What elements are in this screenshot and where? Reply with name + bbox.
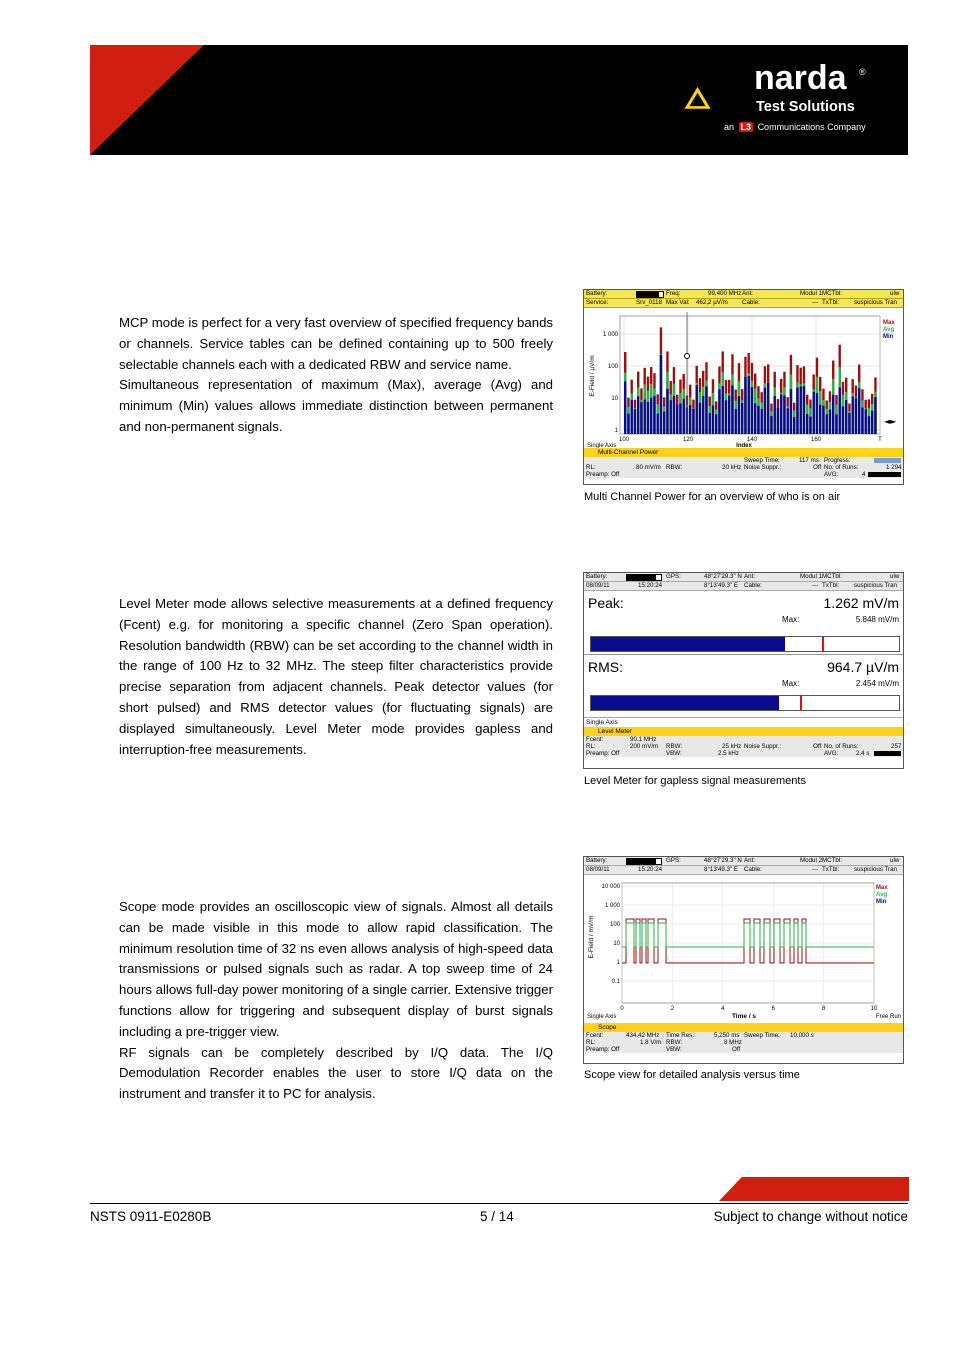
y-tick-label: 10 000 (601, 884, 620, 890)
channel-bar-min (787, 408, 789, 434)
bottom-row-1 (584, 736, 903, 743)
x-axis-label: Time / s (731, 1013, 757, 1020)
gps-label: GPS: (666, 573, 681, 580)
bottom-row-2 (584, 743, 903, 750)
channel-bar-min (631, 400, 633, 434)
x-tick-label: 100 (618, 437, 630, 443)
legend-avg: Avg (883, 327, 895, 333)
footer-divider (90, 1203, 908, 1204)
channel-bar-min (803, 386, 805, 434)
runs-value: 1 294 (886, 464, 902, 471)
mctbl-value: ulw (890, 573, 900, 580)
channel-bar-min (660, 355, 662, 434)
y-tick-label: 1 000 (604, 903, 620, 909)
channel-bar-min (689, 405, 691, 434)
avg-label: AVG: (824, 750, 839, 757)
axis-mode: Single Axis (587, 443, 617, 448)
level-meter-caption: Level Meter for gapless signal measurements (584, 775, 806, 787)
rbw-label: RBW: (666, 464, 683, 471)
channel-bar-min (663, 412, 665, 434)
fcent-value: 90.1 MHz (630, 736, 657, 743)
x-tick-label: 2 (670, 1006, 675, 1012)
mode-bar: Multi-Channel Power (584, 448, 903, 457)
bottom-row-1 (584, 457, 903, 464)
rms-value: 964.7 µV/m (827, 659, 899, 675)
channel-bar-min (725, 400, 727, 434)
y-tick-label: 1 (614, 428, 618, 434)
channel-bar-min (774, 396, 776, 434)
channel-bar-min (751, 387, 753, 434)
banner-red-wedge (90, 45, 204, 155)
y-tick-label: 1 (616, 960, 620, 966)
y-tick-label: 1 000 (602, 332, 618, 338)
peak-max-marker (822, 637, 824, 651)
sweep-value: 10.000 s (790, 1032, 814, 1039)
timeres-label: Time Res.: (666, 1032, 696, 1039)
rbw-value: 25 kHz (722, 743, 742, 750)
axis-mode: Single Axis (587, 1014, 617, 1020)
modul-label: Modul 1 (800, 290, 823, 297)
y-tick-label: 10 (613, 941, 620, 947)
channel-bar-min (738, 396, 740, 434)
x-tick-label: 4 (721, 1006, 725, 1012)
rl-value: 200 mV/m (630, 743, 659, 750)
rbw-value: 8 MHz (724, 1039, 742, 1046)
scope-caption: Scope view for detailed analysis versus time (584, 1069, 800, 1081)
time: 15:20:24 (638, 866, 663, 873)
preamp-label: Preamp: Off (586, 1046, 620, 1053)
mctbl-label: MCTbl: (822, 290, 842, 297)
y-tick-label: 100 (609, 922, 620, 928)
avg-bar (874, 751, 901, 756)
rbw-value: 20 kHz (722, 464, 742, 471)
x-tick-label: 160 (810, 437, 822, 443)
status-row-1 (584, 290, 903, 299)
cable-value: --- (812, 582, 819, 589)
peak-max-value: 5.848 mV/m (855, 615, 899, 624)
channel-bar-min (822, 406, 824, 434)
channel-bar-min (835, 414, 837, 434)
legend-min: Min (876, 899, 887, 905)
header-banner (90, 45, 908, 155)
service-value: Srv_0118 (636, 299, 663, 306)
channel-bar-min (705, 386, 707, 434)
rms-max-value: 2.454 mV/m (855, 679, 899, 688)
noise-value: Off (813, 464, 822, 471)
channel-bar-min (650, 398, 652, 434)
y-tick-label: 100 (607, 364, 618, 370)
status-row-2 (584, 299, 903, 308)
sweep-label: Sweep Time: (744, 1032, 780, 1039)
noise-label: Noise Suppr.: (744, 464, 782, 471)
gps-label: GPS: (666, 857, 681, 864)
paragraph: Simultaneous representation of maximum (Max), average (Avg) and minimum (Min) values allows immediate distinction between permanent and non-permanent signals. (119, 377, 553, 434)
bottom-row-3 (584, 750, 903, 757)
channel-bar-min (813, 392, 815, 434)
channel-bar-min (842, 406, 844, 434)
runs-value: 257 (891, 743, 902, 750)
channel-bar-min (809, 417, 811, 434)
channel-bar-min (666, 389, 668, 434)
vbw-value: Off (732, 1046, 741, 1053)
cable-value: --- (812, 866, 819, 873)
txtbl-label: TxTbl: (822, 866, 840, 873)
channel-bar-min (644, 400, 646, 434)
runs-label: No. of Runs: (824, 464, 859, 471)
modul-label: Modul 1 (800, 573, 823, 580)
rl-label: RL: (586, 743, 596, 750)
channel-bar-min (744, 377, 746, 434)
level-display (584, 591, 903, 717)
rms-max-marker (800, 696, 802, 710)
time: 15:20:24 (638, 582, 663, 589)
legend-max: Max (876, 885, 888, 891)
brand-tagline (724, 122, 866, 132)
status-row-1 (584, 573, 903, 582)
freq-label: Freq: (666, 290, 681, 297)
rl-value: 1.8 V/m (640, 1039, 662, 1046)
channel-bar-min (709, 413, 711, 434)
channel-bar-min (699, 403, 701, 434)
channel-bar-min (728, 396, 730, 434)
cable-label: Cable: (744, 866, 762, 873)
mcp-description (119, 313, 553, 438)
txtbl-value: suspicious Tran (854, 866, 897, 873)
ant-label: Ant: (744, 573, 756, 580)
channel-bar-min (783, 396, 785, 434)
channel-bar-min (764, 388, 766, 434)
battery-label: Battery: (586, 573, 608, 580)
channel-bar-min (718, 389, 720, 434)
battery-icon (636, 291, 664, 298)
x-tick-label: T (878, 437, 882, 443)
channel-bar-min (871, 411, 873, 434)
fcent-label: Fcent: (586, 736, 604, 743)
channel-bar-min (770, 416, 772, 434)
channel-bar-min (647, 402, 649, 434)
scope-screenshot (583, 856, 904, 1064)
level-meter-description (119, 594, 553, 760)
channel-bar-min (806, 414, 808, 434)
channel-bar-min (757, 406, 759, 434)
y-axis-label: E-Field / µV/m (589, 355, 596, 397)
ant-label: Ant: (744, 857, 756, 864)
bottom-row-2 (584, 1039, 903, 1046)
mctbl-label: MCTbl: (822, 573, 842, 580)
sweep-label: Sweep Time: (744, 457, 780, 464)
divider (584, 654, 903, 655)
channel-bar-min (790, 389, 792, 434)
bottom-row-1 (584, 1032, 903, 1039)
mctbl-label: MCTbl: (822, 857, 842, 864)
channel-bar-min (761, 409, 763, 434)
channel-bar-min (683, 399, 685, 434)
status-row-1 (584, 857, 903, 866)
mctbl-value: ulw (890, 290, 900, 297)
rms-max-label: Max: (782, 679, 800, 688)
channel-bar-min (712, 405, 714, 434)
longitude: 8°13'49.3" E (704, 866, 739, 873)
rms-bar-fill (591, 696, 779, 710)
maxval-label: Max Val: (666, 299, 690, 306)
paragraph: RF signals can be completely described by I/Q data. The I/Q Demodulation Recorder enables the user to store I/Q data on the instrument and transfer it to PC for analysis. (119, 1044, 553, 1102)
doc-id: NSTS 0911-E0280B (90, 1209, 212, 1224)
marker-icon (685, 354, 690, 359)
vbw-value: 2.5 kHz (718, 750, 739, 757)
channel-bar-min (855, 398, 857, 434)
vbw-label: VBW: (666, 750, 682, 757)
scope-chart (584, 875, 903, 1023)
noise-label: Noise Suppr.: (744, 743, 782, 750)
brand-registered: ® (859, 67, 866, 77)
rl-label: RL: (586, 1039, 596, 1046)
change-notice: Subject to change without notice (713, 1209, 908, 1224)
latitude: 48°27'29.3" N (704, 857, 742, 864)
plot-area (620, 316, 880, 434)
brand-name: narda (754, 59, 847, 97)
channel-bar-min (874, 397, 876, 434)
channel-bar-min (692, 409, 694, 434)
bottom-row-3 (584, 471, 903, 478)
channel-bar-min (670, 400, 672, 434)
channel-bar-min (826, 414, 828, 434)
avg-value: 2.4 s (856, 750, 870, 757)
cable-label: Cable: (742, 299, 760, 306)
channel-bar-min (832, 395, 834, 434)
paragraph: Level Meter mode allows selective measurements at a defined frequency (Fcent) e.g. for monitoring a specific channel (Zero Span operation). Resolution bandwidth (RBW) can be set according to the channel width in the range of 100 Hz to 32 MHz. The steep filter characteristics provide precise separation from adjacent channels. Peak detector values (for short pulsed) and RMS detector values (for fluctuating signals) are displayed simultaneously. Level Meter mode provides gapless and interruption-free measurements. (119, 596, 553, 757)
channel-bar-min (861, 408, 863, 434)
x-tick-label: 8 (821, 1006, 826, 1012)
legend-avg: Avg (876, 892, 888, 898)
channel-bar-min (715, 414, 717, 434)
channel-bar-min (640, 402, 642, 434)
rms-label: RMS: (588, 659, 623, 675)
fcent-label: Fcent: (586, 1032, 604, 1039)
battery-label: Battery: (586, 857, 608, 864)
channel-bar-min (627, 414, 629, 434)
channel-bar-min (852, 396, 854, 434)
avg-value: 4 (862, 471, 866, 478)
channel-bar-min (868, 416, 870, 434)
legend-max: Max (883, 320, 895, 326)
txtbl-label: TxTbl: (822, 582, 840, 589)
rms-bar (590, 695, 900, 711)
preamp-label: Preamp: Off (586, 471, 620, 478)
txtbl-value: suspicious Tran (854, 299, 897, 306)
avg-bar (868, 472, 901, 477)
status-row-2 (584, 866, 903, 875)
x-tick-label: 10 (870, 1006, 878, 1012)
peak-label: Peak: (588, 595, 624, 611)
channel-bar-min (754, 403, 756, 434)
mctbl-value: ulw (890, 857, 900, 864)
y-tick-label: 10 (611, 396, 618, 402)
peak-bar (590, 636, 900, 652)
channel-bar-min (624, 382, 626, 434)
ant-label: Ant: (742, 290, 754, 297)
tagline-post: Communications Company (757, 122, 866, 132)
vbw-label: VBW: (666, 1046, 682, 1053)
channel-bar-min (657, 414, 659, 434)
channel-bar-min (829, 410, 831, 434)
progress-bar (874, 458, 901, 463)
channel-bar-min (673, 396, 675, 434)
channel-bar-min (767, 383, 769, 434)
channel-bar-min (696, 385, 698, 434)
runs-label: No. of Runs: (824, 743, 859, 750)
run-mode: Free Run (875, 1014, 901, 1020)
freq-value: 99,400 MHz (708, 290, 742, 297)
mcp-screenshot (583, 289, 904, 485)
scope-description (119, 897, 553, 1105)
longitude: 8°13'49.3" E (704, 582, 739, 589)
y-tick-label: 0.1 (611, 979, 620, 985)
x-tick-label: 6 (771, 1006, 775, 1012)
channel-bar-min (679, 404, 681, 434)
channel-bar-min (796, 388, 798, 434)
channel-bar-min (676, 405, 678, 434)
mcp-chart (584, 308, 903, 448)
channel-bar-min (858, 388, 860, 434)
channel-bar-min (735, 409, 737, 434)
brand-subtitle: Test Solutions (756, 99, 855, 115)
page-number: 5 / 14 (480, 1209, 514, 1224)
battery-icon (626, 574, 662, 581)
x-tick-label: 140 (746, 437, 758, 443)
channel-bar-min (748, 376, 750, 434)
channel-bar-min (793, 417, 795, 434)
rbw-label: RBW: (666, 1039, 683, 1046)
timeres-value: 5,250 ms (714, 1032, 740, 1039)
channel-bar-min (653, 396, 655, 434)
battery-label: Battery: (586, 290, 608, 297)
mode-bar: Scope (584, 1023, 903, 1032)
sweep-value: 117 ms (799, 457, 819, 464)
rl-value: 80 mV/m (636, 464, 661, 471)
channel-bar-min (741, 403, 743, 434)
maxval-value: 462,2 µV/m (696, 299, 728, 306)
avg-label: AVG: (824, 471, 839, 478)
bottom-row-3 (584, 1046, 903, 1053)
noise-value: Off (813, 743, 822, 750)
latitude: 48°27'29.3" N (704, 573, 742, 580)
footer-red-tab (719, 1177, 909, 1201)
channel-bar-min (702, 396, 704, 434)
txtbl-value: suspicious Tran (854, 582, 897, 589)
channel-bar-min (845, 400, 847, 434)
status-row-2 (584, 582, 903, 591)
battery-icon (626, 858, 662, 865)
service-label: Service: (586, 299, 609, 306)
preamp-label: Preamp: Off (586, 750, 620, 757)
rbw-label: RBW: (666, 743, 683, 750)
x-tick-label: 0 (620, 1006, 624, 1012)
paragraph: MCP mode is perfect for a very fast overview of specified frequency bands or channels. Service tables can be defined containing up to 500 freely selectable channels each with a dedicated RBW and service name. (119, 315, 553, 372)
channel-bar-min (722, 386, 724, 434)
level-meter-screenshot (583, 572, 904, 769)
legend-min: Min (883, 334, 894, 340)
channel-bar-min (777, 408, 779, 434)
txtbl-label: TxTbl: (822, 299, 840, 306)
channel-bar-min (780, 394, 782, 434)
tagline-pre: an (724, 122, 735, 132)
date: 08/09/11 (586, 582, 610, 589)
bottom-row-2 (584, 464, 903, 471)
channel-bar-min (839, 387, 841, 434)
x-axis-label: Index (736, 443, 752, 448)
peak-bar-fill (591, 637, 785, 651)
channel-bar-min (816, 393, 818, 434)
l3-logo-icon: L3 (740, 122, 752, 132)
mode-bar: Level Meter (584, 727, 903, 736)
progress-label: Progress: (824, 457, 851, 464)
peak-value: 1.262 mV/m (823, 595, 899, 611)
y-axis-label: E-Field / mV/m (588, 915, 595, 959)
axis-mode: Single Axis (584, 717, 903, 727)
modul-label: Modul 2 (800, 857, 823, 864)
channel-bar-min (800, 386, 802, 434)
channel-bar-min (819, 405, 821, 434)
cable-value: --- (812, 299, 819, 306)
channel-bar-min (637, 396, 639, 434)
date: 08/09/11 (586, 866, 610, 873)
channel-bar-min (731, 385, 733, 434)
scroll-arrows-icon: ◄► (884, 417, 897, 426)
rl-label: RL: (586, 464, 596, 471)
paragraph: Scope mode provides an oscilloscopic view of signals. Almost all details can be made visible in this mode to allow rapid classification. The minimum resolution time of 32 ns even allows analysis of high-speed data transmissions or pulsed signals such as radar. A top sweep time of 24 hours allows full-day power monitoring of a single carrier. Extensive trigger functions allow for triggering and subsequent display of burst signals including a pre-trigger view. (119, 899, 553, 1039)
peak-max-label: Max: (782, 615, 800, 624)
x-tick-label: 120 (682, 437, 694, 443)
channel-bar-min (865, 409, 867, 434)
fcent-value: 434.42 MHz (626, 1032, 660, 1039)
channel-bar-min (634, 409, 636, 434)
channel-bar-min (848, 413, 850, 434)
cable-label: Cable: (744, 582, 762, 589)
mcp-caption: Multi Channel Power for an overview of who is on air (584, 491, 841, 503)
